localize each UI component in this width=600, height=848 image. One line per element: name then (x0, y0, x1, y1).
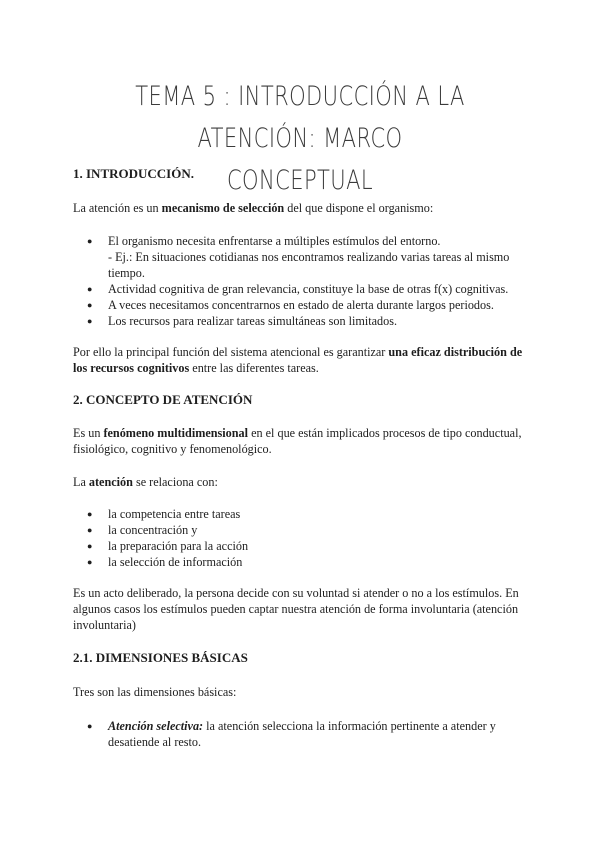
sub-note: - Ej.: En situaciones cotidianas nos encontramos realizando varias tareas al mismo tiempo. (108, 250, 510, 280)
bullet-icon: ● (87, 525, 93, 535)
bullet-icon: ● (87, 541, 93, 551)
bullet-icon: ● (87, 557, 93, 567)
document-title (113, 76, 487, 202)
list-item: ● Actividad cognitiva de gran relevancia, constituye la base de otras f(x) cognitivas. (87, 282, 509, 296)
intro-bullet-list (73, 233, 528, 329)
list-item: ● Los recursos para realizar tareas simultáneas son limitados. (87, 314, 398, 328)
deliberate-act-paragraph: Es un acto deliberado, la persona decide con su voluntad si atender o no a los estímulos. En algunos casos los estímulos pueden captar nuestra atención de forma involuntaria (atención involuntaria) (73, 586, 519, 632)
bold-italic-term: Atención selectiva: (108, 719, 204, 733)
bold-term: mecanismo de selección (161, 201, 285, 215)
list-item: ● El organismo necesita enfrentarse a múltiples estímulos del entorno. - Ej.: En situaciones cotidianas nos encontramos realizando varias tareas al mismo tiempo. (73, 233, 528, 281)
list-item: ● la selección de información (87, 555, 243, 569)
closing-paragraph: Por ello la principal función del sistema atencional es garantizar una eficaz distribución de los recursos cognitivos entre las diferentes tareas. (73, 345, 523, 375)
list-item: ● la concentración y (87, 523, 198, 537)
bold-term: atención (88, 475, 133, 489)
bold-term: fenómeno multidimensional (103, 426, 249, 440)
intro-paragraph: La atención es un mecanismo de selección del que dispone el organismo: (73, 201, 434, 215)
concept-paragraph: Es un fenómeno multidimensional en el que están implicados procesos de tipo conductual, fisiológico, cognitivo y fenomenológico. (73, 426, 522, 456)
dimensions-bullet-list (73, 718, 528, 750)
title-line-1: TEMA 5 : INTRODUCCIÓN A LA ATENCIÓN: MARCO (135, 81, 465, 154)
bullet-icon: ● (87, 316, 93, 326)
dimensions-intro: Tres son las dimensiones básicas: (73, 685, 237, 699)
relation-bullet-list (73, 506, 528, 570)
relation-paragraph: La atención se relaciona con: (73, 475, 218, 489)
section-heading-introduccion: 1. INTRODUCCIÓN. (73, 166, 194, 181)
bullet-icon: ● (87, 509, 93, 519)
bullet-icon: ● (87, 284, 93, 294)
bullet-icon: ● (87, 236, 93, 246)
list-item: ● A veces necesitamos concentrarnos en estado de alerta durante largos periodos. (87, 298, 494, 312)
bullet-icon: ● (87, 300, 93, 310)
list-item: ● Atención selectiva: la atención selecciona la información pertinente a atender y desatiende al resto. (87, 719, 496, 749)
list-item: ● la competencia entre tareas (87, 507, 241, 521)
title-line-2: CONCEPTUAL (226, 165, 374, 196)
list-item: ● la preparación para la acción (87, 539, 249, 553)
bold-term: una eficaz distribución de los recursos cognitivos (73, 345, 523, 375)
section-heading-dimensiones: 2.1. DIMENSIONES BÁSICAS (73, 650, 248, 665)
section-heading-concepto: 2. CONCEPTO DE ATENCIÓN (73, 392, 253, 407)
bullet-icon: ● (87, 721, 93, 731)
